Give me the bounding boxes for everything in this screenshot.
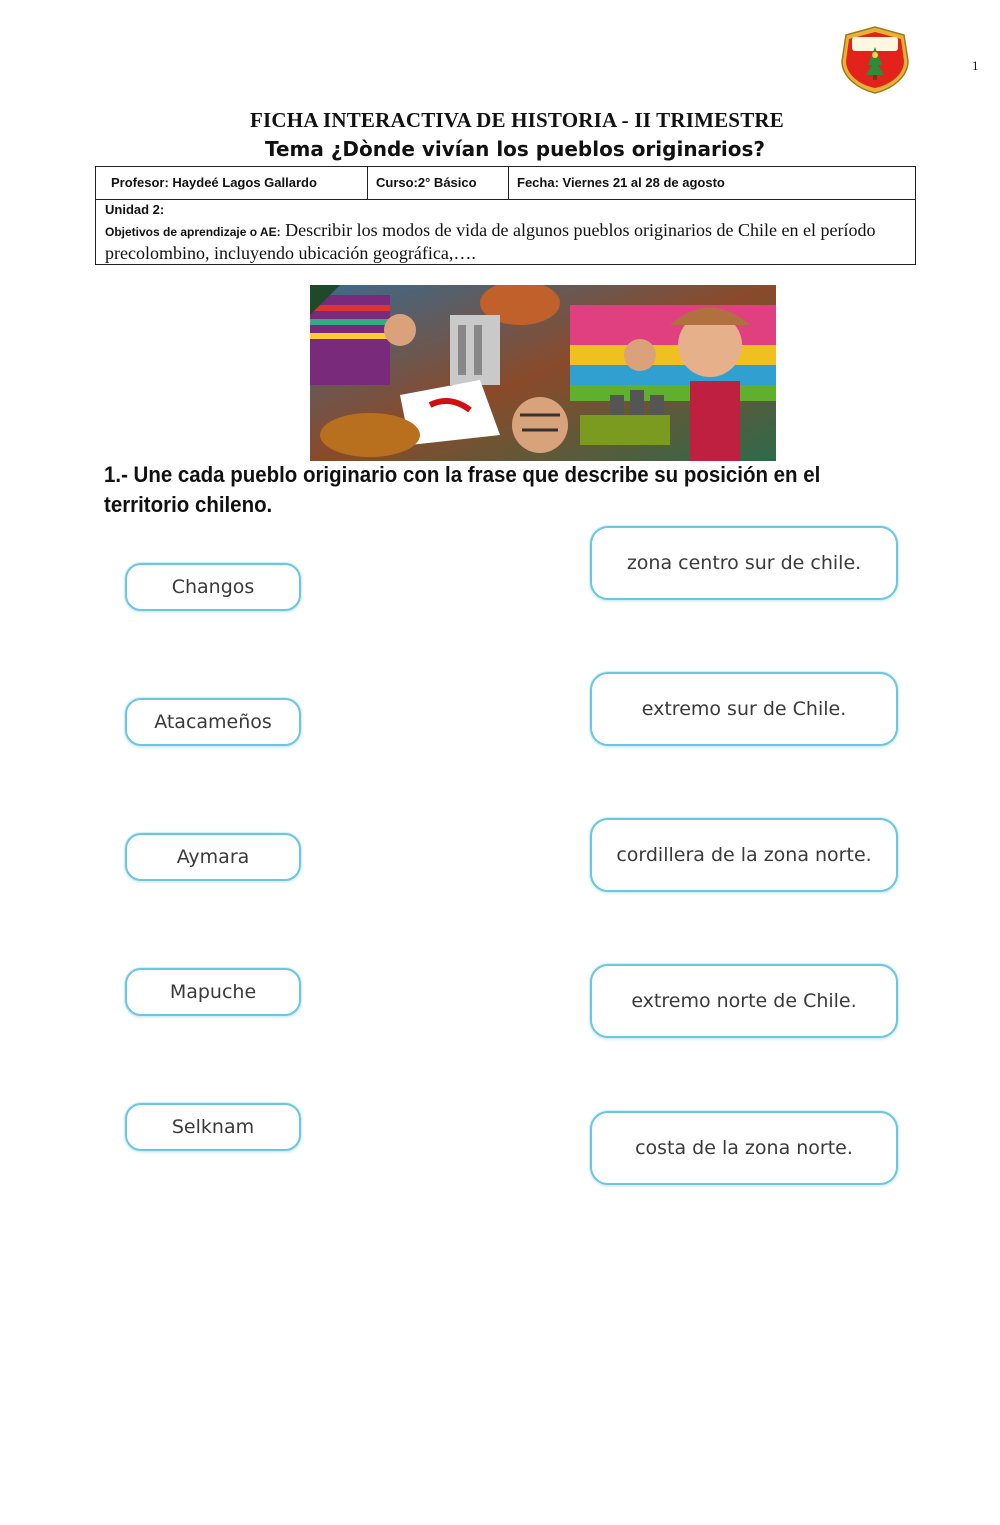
info-row <box>96 167 915 200</box>
learning-objectives <box>105 220 905 264</box>
info-table <box>95 166 916 265</box>
question-instruction: 1.- Une cada pueblo originario con la frase que describe su posición en el territorio chileno. <box>104 462 821 517</box>
course-cell: Curso:2° Básico <box>367 167 511 199</box>
date-cell: Fecha: Viernes 21 al 28 de agosto <box>508 167 917 199</box>
people-selknam-box[interactable]: Selknam <box>125 1103 301 1151</box>
teacher-cell: Profesor: Haydeé Lagos Gallardo <box>111 175 317 190</box>
location-extremo-norte-box[interactable]: extremo norte de Chile. <box>590 964 898 1038</box>
objectives-text: Describir los modos de vida de algunos pueblos originarios de Chile en el período precolombino, incluyendo ubicación geográfica,…. <box>105 220 876 263</box>
location-cordillera-norte-box[interactable]: cordillera de la zona norte. <box>590 818 898 892</box>
unit-label: Unidad 2: <box>105 202 165 217</box>
people-aymara-box[interactable]: Aymara <box>125 833 301 881</box>
objectives-label: Objetivos de aprendizaje o AE: <box>105 225 281 239</box>
page-number: 1 <box>972 58 979 73</box>
school-crest-logo <box>838 25 912 95</box>
indigenous-peoples-banner-image <box>310 285 776 461</box>
people-changos-box[interactable]: Changos <box>125 563 301 611</box>
people-mapuche-box[interactable]: Mapuche <box>125 968 301 1016</box>
people-atacamenos-box[interactable]: Atacameños <box>125 698 301 746</box>
location-costa-norte-box[interactable]: costa de la zona norte. <box>590 1111 898 1185</box>
worksheet-subtitle: Tema ¿Dònde vivían los pueblos originarios? <box>264 137 766 161</box>
worksheet-title: FICHA INTERACTIVA DE HISTORIA - II TRIMESTRE <box>250 108 784 132</box>
location-extremo-sur-box[interactable]: extremo sur de Chile. <box>590 672 898 746</box>
location-centro-sur-box[interactable]: zona centro sur de chile. <box>590 526 898 600</box>
